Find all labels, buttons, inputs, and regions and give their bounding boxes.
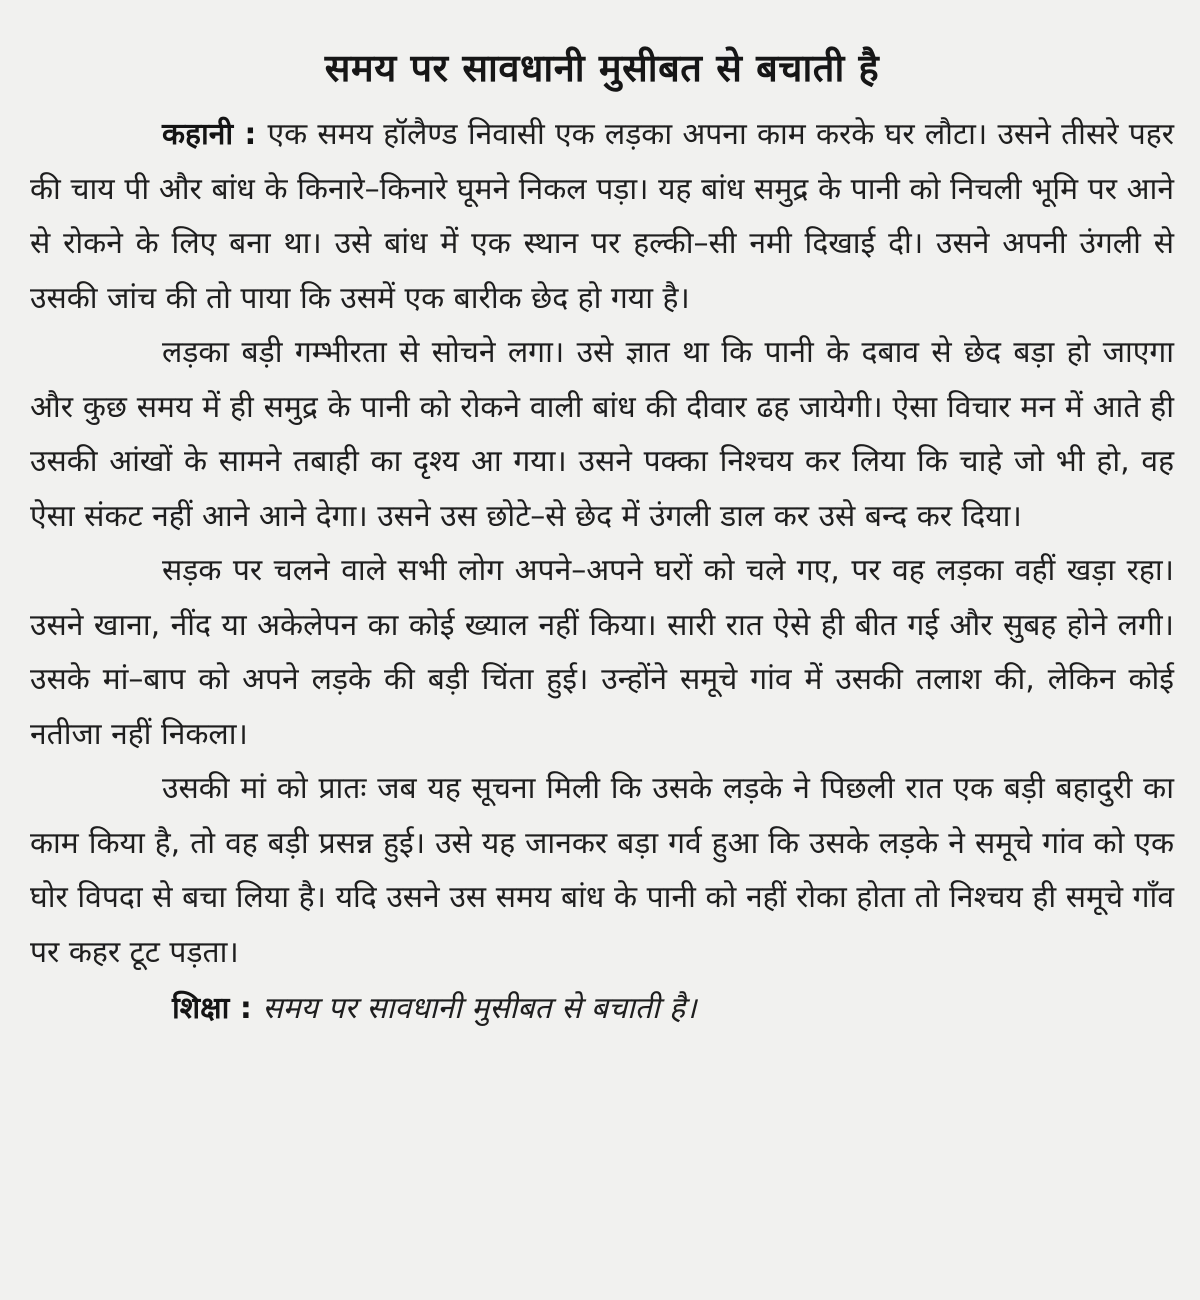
story-paragraph-1-text: एक समय हॉलैण्ड निवासी एक लड़का अपना काम करके घर लौटा। उसने तीसरे पहर की चाय पी और बांध के किनारे–किनारे घूमने निकल पड़ा। यह बांध समुद्र के पानी को निचली भूमि पर आने से रोकने के लिए बना था। उसे बांध में एक स्थान पर हल्की–सी नमी दिखाई दी। उसने अपनी उंगली से उसकी जांच की तो पाया कि उसमें एक बारीक छेद हो गया है। xyxy=(30,117,1174,316)
story-paragraph-3: सड़क पर चलने वाले सभी लोग अपने–अपने घरों को चले गए, पर वह लड़का वहीं खड़ा रहा। उसने खाना, नींद या अकेलेपन का कोई ख्याल नहीं किया। सारी रात ऐसे ही बीत गई और सुबह होने लगी। उसके मां–बाप को अपने लड़के की बड़ी चिंता हुई। उन्होंने समूचे गांव में उसकी तलाश की, लेकिन कोई नतीजा नहीं निकला। xyxy=(30,553,1174,752)
story-paragraph-4: उसकी मां को प्रातः जब यह सूचना मिली कि उसके लड़के ने पिछली रात एक बड़ी बहादुरी का काम किया है, तो वह बड़ी प्रसन्न हुई। उसे यह जानकर बड़ा गर्व हुआ कि उसके लड़के ने समूचे गांव को एक घोर विपदा से बचा लिया है। यदि उसने उस समय बांध के पानी को नहीं रोका होता तो निश्चय ही समूचे गाँव पर कहर टूट पड़ता। xyxy=(30,771,1174,970)
story-label: कहानी xyxy=(162,117,234,152)
moral-text: समय पर सावधानी मुसीबत से बचाती है। xyxy=(262,991,697,1026)
moral-label: शिक्षा xyxy=(172,991,230,1026)
story-paragraph-1 xyxy=(30,108,1174,326)
moral-colon: : xyxy=(229,991,263,1026)
moral-line xyxy=(30,982,1174,1037)
story-paragraph-2: लड़का बड़ी गम्भीरता से सोचने लगा। उसे ज्ञात था कि पानी के दबाव से छेद बड़ा हो जाएगा और कुछ समय में ही समुद्र के पानी को रोकने वाली बांध की दीवार ढह जायेगी। ऐसा विचार मन में आते ही उसकी आंखों के सामने तबाही का दृश्य आ गया। उसने पक्का निश्चय कर लिया कि चाहे जो भी हो, वह ऐसा संकट नहीं आने आने देगा। उसने उस छोटे–से छेद में उंगली डाल कर उसे बन्द कर दिया। xyxy=(30,335,1174,534)
label-colon: : xyxy=(233,117,268,152)
story-title: समय पर सावधानी मुसीबत से बचाती है xyxy=(324,46,880,90)
